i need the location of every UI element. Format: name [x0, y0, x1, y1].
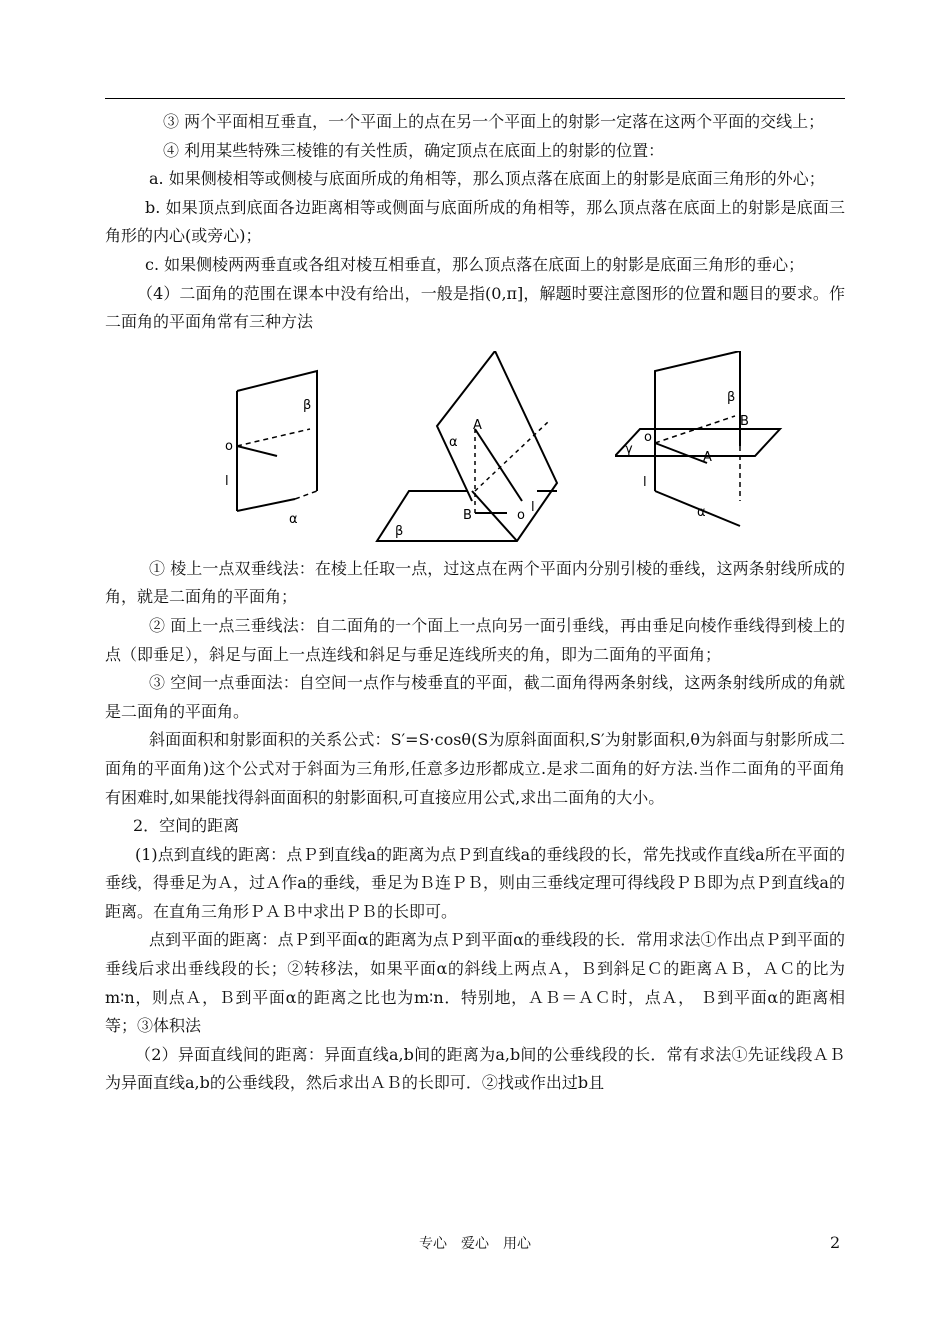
label-A: A	[473, 417, 482, 433]
paragraph: b. 如果顶点到底面各边距离相等或侧面与底面所成的角相等，那么顶点落在底面上的射影是底面三角形的内心(或旁心)；	[105, 197, 845, 246]
label-B: B	[740, 413, 749, 429]
label-alpha: α	[449, 434, 458, 450]
label-B: B	[463, 507, 472, 523]
label-beta: β	[727, 389, 736, 405]
paragraph: c. 如果侧棱两两垂直或各组对棱互相垂直，那么顶点落在底面上的射影是底面三角形的垂心；	[145, 254, 805, 274]
label-l: l	[531, 499, 535, 515]
page-footer	[0, 1233, 950, 1255]
label-gamma: γ	[625, 441, 633, 457]
label-A: A	[703, 449, 712, 465]
paragraph: ② 面上一点三垂线法：自二面角的一个面上一点向另一面引垂线，再由垂足向棱作垂线得到棱上的点（即垂足），斜足与面上一点连线和斜足与垂足连线所夹的角，即为二面角的平面角；	[105, 615, 845, 664]
label-alpha: α	[697, 504, 706, 520]
label-beta: β	[303, 397, 312, 413]
footer-slogan: 专心 爱心 用心	[419, 1236, 531, 1252]
paragraph: ③ 两个平面相互垂直，一个平面上的点在另一个平面上的射影一定落在这两个平面的交线上；	[163, 112, 825, 131]
paragraph: ① 棱上一点双垂线法：在棱上任取一点，过这点在两个平面内分别引棱的垂线，这两条射线所成的角，就是二面角的平面角；	[105, 558, 845, 607]
document-body	[105, 108, 845, 1098]
paragraph: (1)点到直线的距离：点Ｐ到直线a的距离为点Ｐ到直线a的垂线段的长，常先找或作直线a所在平面的垂线，得垂足为Ａ，过Ａ作a的垂线，垂足为Ｂ连ＰＢ，则由三垂线定理可得线段ＰＢ即为点Ｐ到直线a的距离。在直角三角形ＰＡＢ中求出ＰＢ的长即可。	[105, 844, 845, 921]
label-l: l	[643, 474, 647, 490]
figure-perpendicular-plane	[615, 351, 845, 531]
paragraph: ④ 利用某些特殊三棱锥的有关性质，确定顶点在底面上的射影的位置：	[163, 140, 665, 160]
label-o: o	[644, 429, 652, 445]
label-beta: β	[395, 523, 404, 539]
label-l: l	[225, 473, 229, 489]
label-alpha: α	[289, 511, 298, 527]
section-heading: 2．空间的距离	[133, 816, 240, 836]
header-rule	[105, 98, 845, 99]
paragraph: 点到平面的距离：点Ｐ到平面α的距离为点Ｐ到平面α的垂线段的长．常用求法①作出点Ｐ到平面的垂线后求出垂线段的长；②转移法，如果平面α的斜线上两点Ａ，Ｂ到斜足Ｃ的距离ＡＢ，ＡＣ的比为m∶n，则点Ａ，Ｂ到平面α的距离之比也为m∶n．特别地，ＡＢ＝ＡＣ时，点Ａ， Ｂ到平面α的距离相等；③体积法	[105, 930, 845, 1036]
page-number: 2	[830, 1233, 841, 1252]
figure-double-perpendicular	[225, 351, 335, 531]
dihedral-angle-figures	[105, 351, 845, 551]
label-o: o	[517, 507, 525, 523]
figure-three-perpendiculars	[367, 351, 567, 551]
paragraph: ③ 空间一点垂面法：自空间一点作与棱垂直的平面，截二面角得两条射线，这两条射线所成的角就是二面角的平面角。	[105, 673, 845, 721]
paragraph: （4）二面角的范围在课本中没有给出，一般是指(0,π]，解题时要注意图形的位置和题目的要求。作二面角的平面角常有三种方法	[105, 283, 845, 332]
paragraph: 斜面面积和射影面积的关系公式：S′=S·cosθ(S为原斜面面积,S′为射影面积,θ为斜面与射影所成二面角的平面角)这个公式对于斜面为三角形,任意多边形都成立.是求二面角的好方法.当作二面角的平面角有困难时,如果能找得斜面面积的射影面积,可直接应用公式,求出二面角的大小。	[105, 730, 845, 807]
paragraph: a. 如果侧棱相等或侧棱与底面所成的角相等，那么顶点落在底面上的射影是底面三角形的外心；	[149, 169, 825, 189]
paragraph: （2）异面直线间的距离：异面直线a,b间的距离为a,b间的公垂线段的长．常有求法①先证线段ＡＢ为异面直线a,b的公垂线段，然后求出ＡＢ的长即可．②找或作出过b且	[105, 1044, 845, 1093]
label-o: o	[225, 438, 233, 454]
